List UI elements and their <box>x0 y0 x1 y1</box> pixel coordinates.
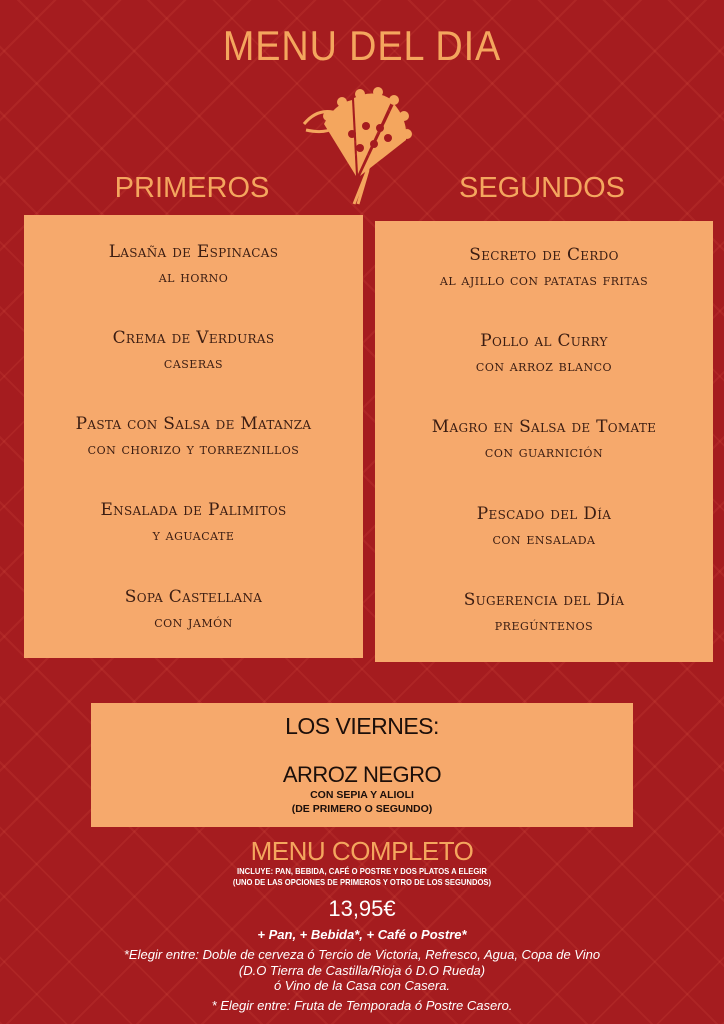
viernes-box <box>91 703 633 827</box>
list-item <box>24 328 363 372</box>
viernes-dish: ARROZ NEGRO <box>282 762 442 787</box>
dish-name: Sugerencia del Día <box>463 590 625 610</box>
segundos-panel <box>375 221 713 662</box>
dish-name: Sopa Castellana <box>124 587 263 607</box>
incluye-line1: INCLUYE: PAN, BEBIDA, CAFÉ O POSTRE Y DOS PLATOS A ELEGIR <box>237 866 487 876</box>
primeros-panel <box>24 215 363 658</box>
list-item <box>375 504 713 548</box>
dish-desc: pregúntenos <box>494 616 594 634</box>
list-item <box>375 331 713 375</box>
price: 13,95€ <box>328 896 396 921</box>
dish-desc: con guarnición <box>484 443 604 461</box>
primeros-heading: PRIMEROS <box>114 172 270 204</box>
dish-name: Pescado del Día <box>476 504 612 524</box>
dish-name: Crema de Verduras <box>112 328 275 348</box>
menu-title: MENU DEL DIA <box>222 22 502 69</box>
dish-name: Magro en Salsa de Tomate <box>431 417 657 437</box>
incluye-line2: (UNO DE LAS OPCIONES DE PRIMEROS Y OTRO DE LOS SEGUNDOS) <box>232 877 492 887</box>
list-item <box>375 590 713 634</box>
list-item <box>375 245 713 289</box>
menu-completo-title: MENU COMPLETO <box>250 836 474 866</box>
dish-desc: con ensalada <box>492 530 596 548</box>
list-item <box>24 242 363 286</box>
dish-desc: con chorizo y torreznillos <box>87 440 300 458</box>
note-line2: (D.O Tierra de Castilla/Rioja ó D.O Rueda) <box>238 963 486 978</box>
dish-name: Pollo al Curry <box>480 331 608 351</box>
note-line4: * Elegir entre: Fruta de Temporada ó Postre Casero. <box>211 998 513 1013</box>
dish-name: Pasta con Salsa de Matanza <box>75 414 312 434</box>
viernes-line2: (DE PRIMERO O SEGUNDO) <box>291 803 433 815</box>
list-item <box>24 500 363 544</box>
dish-desc: con arroz blanco <box>475 357 613 375</box>
segundos-heading: SEGUNDOS <box>459 172 625 204</box>
dish-desc: al ajillo con patatas fritas <box>439 271 649 289</box>
dish-name: Lasaña de Espinacas <box>108 242 279 262</box>
dish-desc: y aguacate <box>152 526 235 544</box>
viernes-title: LOS VIERNES: <box>285 713 439 739</box>
dish-desc: al horno <box>158 268 229 286</box>
dish-desc: caseras <box>163 354 224 372</box>
list-item <box>24 414 363 458</box>
extras-line: + Pan, + Bebida*, + Café o Postre* <box>257 927 467 942</box>
dish-name: Secreto de Cerdo <box>469 245 619 265</box>
dish-desc: con jamón <box>154 613 233 631</box>
viernes-line1: CON SEPIA Y ALIOLI <box>310 789 414 801</box>
list-item <box>24 587 363 631</box>
note-line1: *Elegir entre: Doble de cerveza ó Tercio de Victoria, Refresco, Agua, Copa de Vino <box>123 947 601 962</box>
note-line3: ó Vino de la Casa con Casera. <box>273 978 451 993</box>
dish-name: Ensalada de Palimitos <box>100 500 287 520</box>
list-item <box>375 417 713 461</box>
